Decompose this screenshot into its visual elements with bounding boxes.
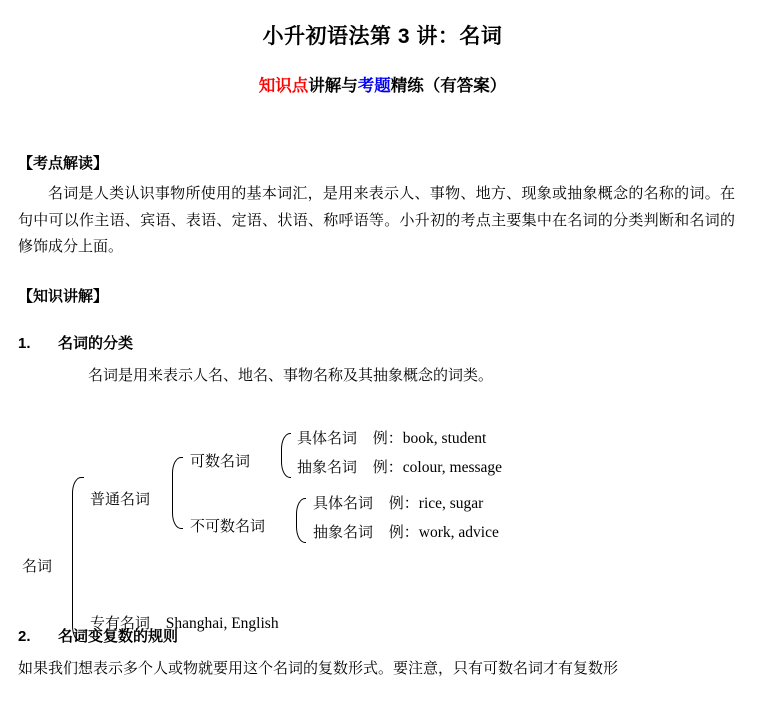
tree-brace-uncountable [296, 498, 306, 543]
tree-node-common: 普通名词 [90, 490, 151, 508]
tree-node-uncountable: 不可数名词 [190, 517, 266, 535]
tree-leaf-uncountable-concrete [313, 492, 483, 513]
tree-brace-countable [281, 433, 291, 478]
tree-node-proper-examples: Shanghai, English [165, 614, 279, 632]
document-page [0, 14, 765, 727]
tree-leaf-uncountable-concrete-label: 具体名词 [313, 494, 374, 512]
list-item-1-label: 名词的分类 [58, 335, 134, 353]
paragraph-kaodian-body: 名词是人类认识事物所使用的基本词汇，是用来表示人、事物、地方、现象或抽象概念的名称的词。在句中可以作主语、宾语、表语、定语、状语、称呼语等。小升初的考点主要集中在名词的分类判断和名词的修饰成分上面。 [18, 185, 735, 256]
list-item-1-number: 1. [18, 335, 31, 353]
tree-leaf-uncountable-abstract-example-label: 例： [388, 523, 419, 541]
tree-leaf-uncountable-abstract [313, 521, 499, 542]
noun-classification-diagram [0, 395, 765, 632]
tree-leaf-uncountable-abstract-label: 抽象名词 [313, 523, 374, 541]
list-item-1 [0, 332, 765, 353]
tree-leaf-countable-abstract-label: 抽象名词 [297, 458, 358, 476]
tree-leaf-countable-concrete-example-label: 例： [372, 429, 403, 447]
tree-leaf-countable-concrete [297, 427, 486, 448]
tree-leaf-uncountable-concrete-example: rice, sugar [418, 494, 484, 512]
paragraph-item1-body: 名词是用来表示人名、地名、事物名称及其抽象概念的词类。 [88, 367, 494, 385]
tree-node-countable: 可数名词 [190, 452, 251, 470]
tree-leaf-countable-abstract-example-label: 例： [372, 458, 403, 476]
tree-node-root: 名词 [22, 557, 53, 575]
tree-node-proper [90, 612, 279, 633]
tree-brace-common [172, 457, 183, 529]
tree-leaf-countable-abstract [297, 456, 502, 477]
section-heading-kaodian: 【考点解读】 [18, 155, 109, 172]
tree-node-proper-label: 专有名词 [90, 614, 151, 632]
list-item-2-label: 名词变复数的规则 [58, 627, 179, 645]
page-title: 小升初语法第 3 讲：名词 [262, 25, 503, 48]
tree-leaf-countable-abstract-example: colour, message [402, 458, 503, 476]
tree-leaf-uncountable-abstract-example: work, advice [418, 523, 499, 541]
page-subtitle [0, 72, 765, 96]
tree-leaf-countable-concrete-label: 具体名词 [297, 429, 358, 447]
subtitle-part-exam: 考题 [357, 77, 391, 95]
list-item-2-number: 2. [18, 627, 31, 645]
tree-leaf-countable-concrete-example: book, student [402, 429, 487, 447]
subtitle-part-explain: 讲解与 [308, 77, 358, 95]
paragraph-item2-body: 如果我们想表示多个人或物就要用这个名词的复数形式。要注意，只有可数名词才有复数形 [18, 659, 619, 677]
tree-leaf-uncountable-concrete-example-label: 例： [388, 494, 419, 512]
section-heading-zhishi: 【知识讲解】 [18, 288, 109, 306]
subtitle-part-practice: 精练（有答案） [390, 77, 507, 95]
tree-brace-root [72, 477, 84, 642]
subtitle-part-knowledge: 知识点 [258, 77, 309, 95]
